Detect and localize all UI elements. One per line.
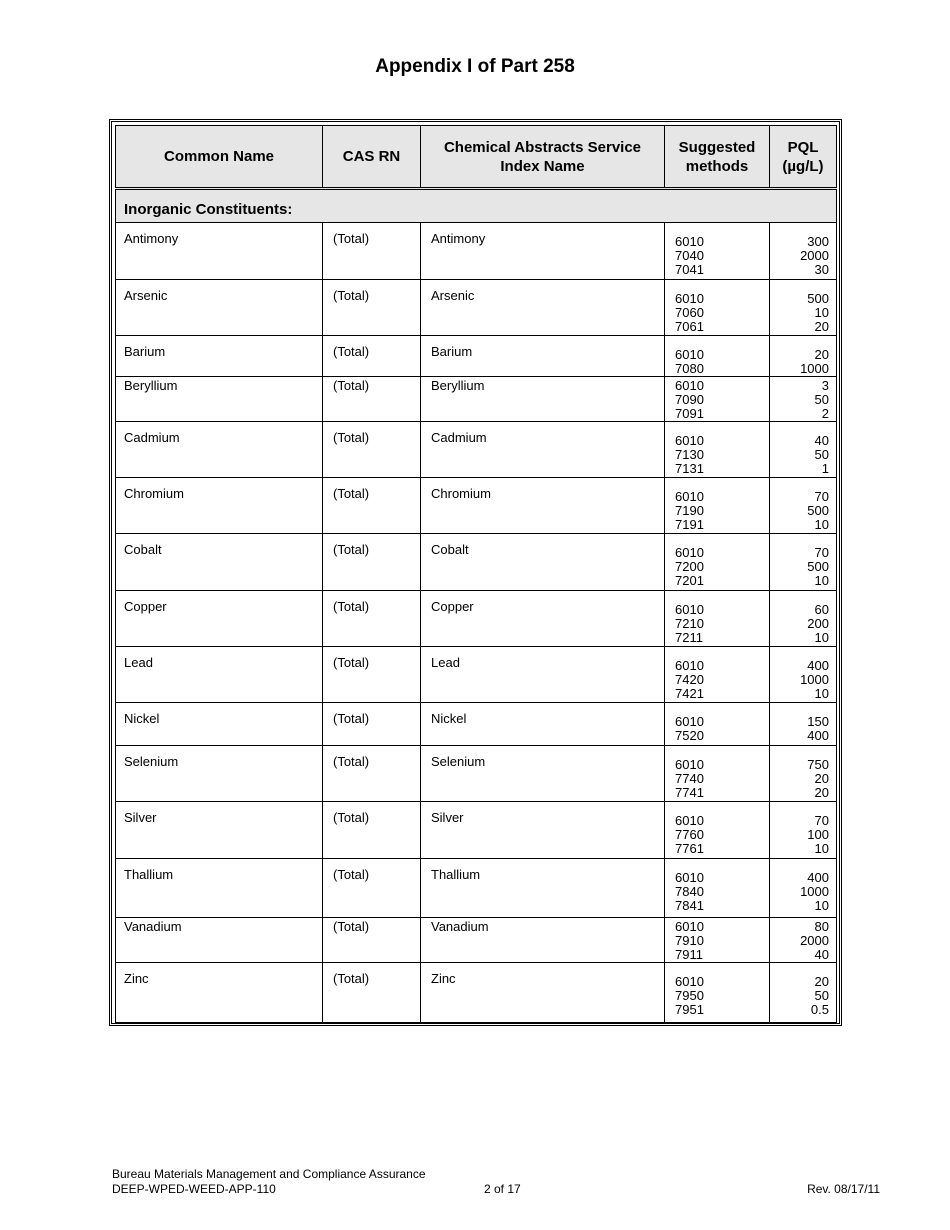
method-number: 7910 <box>675 933 704 948</box>
pql-value: 500 <box>807 291 829 306</box>
pql-value: 400 <box>807 870 829 885</box>
header-pql-line1: PQL <box>787 138 819 156</box>
methods-cell <box>665 377 770 422</box>
methods-cell <box>665 802 770 859</box>
table-row <box>116 223 837 280</box>
common-name-cell: Vanadium <box>116 918 323 963</box>
table-row <box>116 280 837 336</box>
pql-cell <box>770 963 837 1023</box>
header-index-name <box>421 126 665 189</box>
pql-cell <box>770 422 837 478</box>
pql-value: 60 <box>814 602 829 617</box>
method-number: 6010 <box>675 291 704 306</box>
cas-rn-cell: (Total) <box>323 647 421 703</box>
method-number: 7841 <box>675 898 704 913</box>
header-methods-line2: methods <box>685 157 749 175</box>
table-row <box>116 534 837 591</box>
method-number: 7060 <box>675 305 704 320</box>
pql-cell <box>770 377 837 422</box>
pql-value: 10 <box>814 841 829 856</box>
pql-cell <box>770 591 837 647</box>
table-row <box>116 703 837 746</box>
pql-value: 500 <box>807 559 829 574</box>
pql-value: 10 <box>814 573 829 588</box>
common-name-cell: Barium <box>116 336 323 377</box>
cas-rn-cell: (Total) <box>323 859 421 918</box>
pql-value: 10 <box>814 630 829 645</box>
pql-cell <box>770 478 837 534</box>
methods-cell <box>665 591 770 647</box>
method-number: 7130 <box>675 447 704 462</box>
common-name-cell: Antimony <box>116 223 323 280</box>
method-number: 7760 <box>675 827 704 842</box>
method-number: 7190 <box>675 503 704 518</box>
index-name-cell: Silver <box>421 802 665 859</box>
method-number: 7911 <box>675 947 703 962</box>
common-name-cell: Silver <box>116 802 323 859</box>
method-number: 6010 <box>675 234 704 249</box>
index-name-cell: Nickel <box>421 703 665 746</box>
header-methods <box>665 126 770 189</box>
constituents-table-frame <box>109 119 842 1026</box>
pql-value: 70 <box>814 489 829 504</box>
pql-cell <box>770 802 837 859</box>
method-number: 7421 <box>675 686 704 701</box>
common-name-cell: Cobalt <box>116 534 323 591</box>
index-name-cell: Zinc <box>421 963 665 1023</box>
methods-cell <box>665 478 770 534</box>
method-number: 7131 <box>675 461 704 476</box>
common-name-cell: Zinc <box>116 963 323 1023</box>
methods-cell <box>665 963 770 1023</box>
method-number: 6010 <box>675 347 704 362</box>
page-title: Appendix I of Part 258 <box>375 56 575 77</box>
index-name-cell: Copper <box>421 591 665 647</box>
pql-cell <box>770 918 837 963</box>
index-name-cell: Barium <box>421 336 665 377</box>
pql-value: 70 <box>814 813 829 828</box>
methods-cell <box>665 703 770 746</box>
method-number: 7061 <box>675 319 704 334</box>
pql-value: 3 <box>821 378 829 393</box>
pql-value: 40 <box>814 947 829 962</box>
method-number: 7090 <box>675 392 704 407</box>
pql-cell <box>770 280 837 336</box>
method-number: 6010 <box>675 870 704 885</box>
index-name-cell: Selenium <box>421 746 665 802</box>
method-number: 6010 <box>675 714 704 729</box>
pql-value: 10 <box>814 305 829 320</box>
table-row <box>116 647 837 703</box>
method-number: 7950 <box>675 988 704 1003</box>
table-row <box>116 591 837 647</box>
index-name-cell: Lead <box>421 647 665 703</box>
method-number: 7041 <box>675 262 704 277</box>
footer-revision: Rev. 08/17/11 <box>807 1182 880 1196</box>
methods-cell <box>665 223 770 280</box>
pql-value: 1000 <box>800 672 829 687</box>
method-number: 7091 <box>675 406 704 421</box>
cas-rn-cell: (Total) <box>323 280 421 336</box>
pql-value: 1000 <box>800 884 829 899</box>
pql-value: 50 <box>814 447 829 462</box>
method-number: 7200 <box>675 559 704 574</box>
pql-value: 400 <box>807 728 829 743</box>
table-row <box>116 859 837 918</box>
table-row <box>116 918 837 963</box>
cas-rn-cell: (Total) <box>323 336 421 377</box>
pql-value: 2000 <box>800 248 829 263</box>
pql-value: 300 <box>807 234 829 249</box>
pql-value: 200 <box>807 616 829 631</box>
common-name-cell: Nickel <box>116 703 323 746</box>
table-row <box>116 422 837 478</box>
method-number: 6010 <box>675 378 704 393</box>
common-name-cell: Arsenic <box>116 280 323 336</box>
index-name-cell: Antimony <box>421 223 665 280</box>
index-name-cell: Arsenic <box>421 280 665 336</box>
header-cas-rn: CAS RN <box>323 126 421 189</box>
common-name-cell: Copper <box>116 591 323 647</box>
footer-left <box>112 1167 426 1197</box>
table-row <box>116 802 837 859</box>
method-number: 6010 <box>675 433 704 448</box>
method-number: 7740 <box>675 771 704 786</box>
methods-cell <box>665 859 770 918</box>
method-number: 6010 <box>675 658 704 673</box>
methods-cell <box>665 918 770 963</box>
methods-cell <box>665 534 770 591</box>
method-number: 7840 <box>675 884 704 899</box>
pql-value: 10 <box>814 686 829 701</box>
common-name-cell: Chromium <box>116 478 323 534</box>
constituents-table <box>115 125 837 1023</box>
method-number: 7211 <box>675 630 703 645</box>
method-number: 6010 <box>675 919 704 934</box>
index-name-cell: Beryllium <box>421 377 665 422</box>
pql-value: 1 <box>821 461 829 476</box>
pql-value: 150 <box>807 714 829 729</box>
pql-cell <box>770 336 837 377</box>
pql-value: 400 <box>807 658 829 673</box>
pql-value: 1000 <box>800 361 829 376</box>
cas-rn-cell: (Total) <box>323 802 421 859</box>
index-name-cell: Cadmium <box>421 422 665 478</box>
method-number: 6010 <box>675 602 704 617</box>
pql-value: 500 <box>807 503 829 518</box>
cas-rn-cell: (Total) <box>323 422 421 478</box>
section-row <box>116 189 837 223</box>
table-row <box>116 377 837 422</box>
header-index-name-line1: Chemical Abstracts Service <box>443 138 642 156</box>
pql-cell <box>770 703 837 746</box>
cas-rn-cell: (Total) <box>323 918 421 963</box>
pql-value: 20 <box>814 974 829 989</box>
index-name-cell: Vanadium <box>421 918 665 963</box>
cas-rn-cell: (Total) <box>323 478 421 534</box>
methods-cell <box>665 746 770 802</box>
method-number: 7201 <box>675 573 704 588</box>
pql-value: 50 <box>814 392 829 407</box>
cas-rn-cell: (Total) <box>323 534 421 591</box>
pql-value: 10 <box>814 517 829 532</box>
method-number: 6010 <box>675 974 704 989</box>
method-number: 7520 <box>675 728 704 743</box>
pql-cell <box>770 746 837 802</box>
pql-value: 10 <box>814 898 829 913</box>
pql-value: 100 <box>807 827 829 842</box>
cas-rn-cell: (Total) <box>323 703 421 746</box>
methods-cell <box>665 422 770 478</box>
header-index-name-line2: Index Name <box>500 157 585 175</box>
table-row <box>116 478 837 534</box>
methods-cell <box>665 280 770 336</box>
method-number: 7741 <box>675 785 704 800</box>
index-name-cell: Chromium <box>421 478 665 534</box>
pql-value: 0.5 <box>810 1002 829 1017</box>
method-number: 7951 <box>675 1002 704 1017</box>
header-pql-line2: (µg/L) <box>782 157 824 175</box>
pql-value: 20 <box>814 771 829 786</box>
header-methods-line1: Suggested <box>678 138 756 156</box>
method-number: 6010 <box>675 489 704 504</box>
pql-value: 30 <box>814 262 829 277</box>
methods-cell <box>665 647 770 703</box>
footer-org: Bureau Materials Management and Compliance Assurance <box>112 1167 426 1181</box>
table-row <box>116 746 837 802</box>
method-number: 7040 <box>675 248 704 263</box>
cas-rn-cell: (Total) <box>323 746 421 802</box>
table-row <box>116 336 837 377</box>
section-heading: Inorganic Constituents: <box>116 189 837 223</box>
method-number: 6010 <box>675 757 704 772</box>
method-number: 7210 <box>675 616 704 631</box>
pql-value: 20 <box>814 319 829 334</box>
method-number: 7420 <box>675 672 704 687</box>
cas-rn-cell: (Total) <box>323 377 421 422</box>
pql-value: 20 <box>814 785 829 800</box>
pql-value: 50 <box>814 988 829 1003</box>
common-name-cell: Lead <box>116 647 323 703</box>
methods-cell <box>665 336 770 377</box>
pql-cell <box>770 859 837 918</box>
cas-rn-cell: (Total) <box>323 591 421 647</box>
pql-value: 40 <box>814 433 829 448</box>
footer-page-number: 2 of 17 <box>484 1182 521 1196</box>
pql-cell <box>770 223 837 280</box>
method-number: 7191 <box>675 517 704 532</box>
index-name-cell: Cobalt <box>421 534 665 591</box>
index-name-cell: Thallium <box>421 859 665 918</box>
pql-cell <box>770 534 837 591</box>
common-name-cell: Cadmium <box>116 422 323 478</box>
method-number: 6010 <box>675 545 704 560</box>
method-number: 7761 <box>675 841 704 856</box>
pql-value: 20 <box>814 347 829 362</box>
common-name-cell: Beryllium <box>116 377 323 422</box>
method-number: 6010 <box>675 813 704 828</box>
pql-value: 2000 <box>800 933 829 948</box>
table-header-row <box>116 126 837 189</box>
cas-rn-cell: (Total) <box>323 223 421 280</box>
pql-value: 70 <box>814 545 829 560</box>
table-row <box>116 963 837 1023</box>
common-name-cell: Thallium <box>116 859 323 918</box>
method-number: 7080 <box>675 361 704 376</box>
pql-cell <box>770 647 837 703</box>
cas-rn-cell: (Total) <box>323 963 421 1023</box>
pql-value: 2 <box>821 406 829 421</box>
pql-value: 750 <box>807 757 829 772</box>
pql-value: 80 <box>814 919 829 934</box>
footer-doc-id: DEEP-WPED-WEED-APP-110 <box>112 1182 276 1196</box>
header-pql <box>770 126 837 189</box>
header-common-name: Common Name <box>116 126 323 189</box>
common-name-cell: Selenium <box>116 746 323 802</box>
